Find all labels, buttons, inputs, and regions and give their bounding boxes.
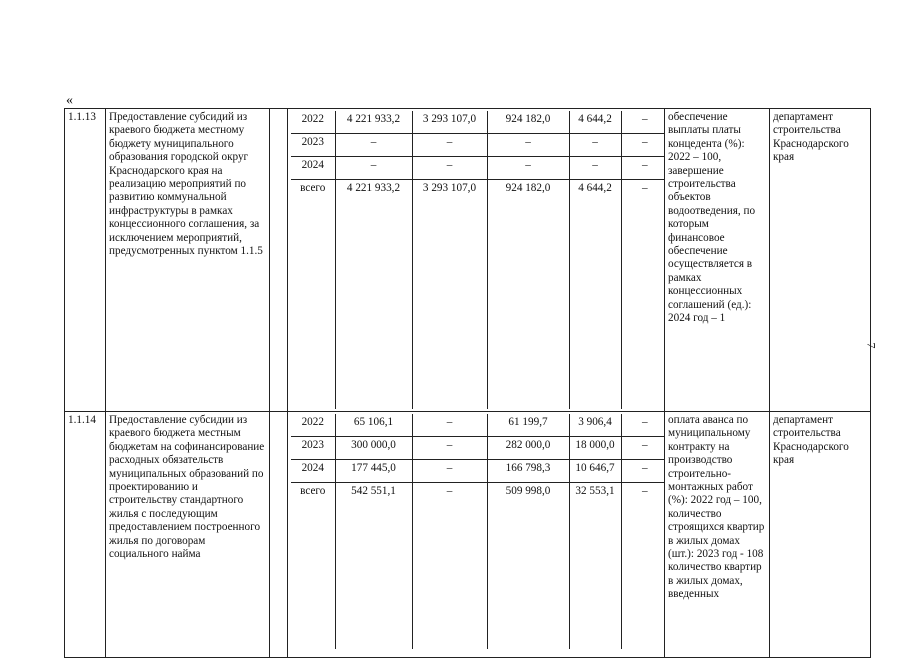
funding-row xyxy=(291,414,665,437)
responsible-department: департамент строительства Краснодарского края xyxy=(770,109,871,412)
regional-cell: 61 199,7 xyxy=(487,414,569,437)
funding-row xyxy=(291,460,665,483)
total-cell: 4 221 933,2 xyxy=(335,111,412,134)
regional-cell: 166 798,3 xyxy=(487,460,569,483)
federal-cell: – xyxy=(412,414,487,437)
total-cell: – xyxy=(335,134,412,157)
table-row xyxy=(65,412,871,658)
local-cell: 10 646,7 xyxy=(569,460,621,483)
opening-quote-mark: « xyxy=(66,93,73,108)
table-row xyxy=(65,109,871,412)
program-activities-table xyxy=(64,108,871,658)
other-cell: – xyxy=(621,157,665,180)
total-cell: – xyxy=(335,157,412,180)
local-cell: – xyxy=(569,157,621,180)
other-cell: – xyxy=(621,437,665,460)
item-number: 1.1.13 xyxy=(65,109,106,412)
year-cell: 2024 xyxy=(291,157,335,180)
federal-cell: – xyxy=(412,134,487,157)
funding-row xyxy=(291,437,665,460)
total-cell: 542 551,1 xyxy=(335,483,412,650)
regional-cell: – xyxy=(487,157,569,180)
year-cell: 2024 xyxy=(291,460,335,483)
funding-row xyxy=(291,157,665,180)
regional-cell: – xyxy=(487,134,569,157)
funding-row xyxy=(291,134,665,157)
item-description: Предоставление субсидий из краевого бюджета местному бюджету муниципального образования городской округ Краснодарского края на реализацию мероприятий по развитию коммунальной инфраструктуры в рамках концессионного соглашения, за исключением мероприятий, предусмотренных пунктом 1.1.5 xyxy=(106,109,270,412)
federal-cell: – xyxy=(412,157,487,180)
local-cell: 18 000,0 xyxy=(569,437,621,460)
local-cell: 32 553,1 xyxy=(569,483,621,650)
funding-cells xyxy=(288,412,665,658)
other-cell: – xyxy=(621,111,665,134)
spacer-cell xyxy=(270,109,288,412)
item-description: Предоставление субсидии из краевого бюджета местным бюджетам на софинансирование расходных обязательств муниципальных образований по проектированию и строительству стандартного жилья с последующим предоставлением построенного жилья по договорам социального найма xyxy=(106,412,270,658)
other-cell: – xyxy=(621,460,665,483)
other-cell: – xyxy=(641,485,648,497)
local-cell: – xyxy=(569,134,621,157)
funding-row xyxy=(291,111,665,134)
funding-row xyxy=(291,483,665,650)
other-cell: – xyxy=(621,134,665,157)
responsible-department: департамент строительства Краснодарского края xyxy=(770,412,871,658)
regional-cell: 924 182,0 xyxy=(487,111,569,134)
year-cell: 2022 xyxy=(291,414,335,437)
item-number: 1.1.14 xyxy=(65,412,106,658)
funding-row xyxy=(291,180,665,410)
local-cell: 4 644,2 xyxy=(569,180,621,410)
spacer-cell xyxy=(270,412,288,658)
regional-cell: 282 000,0 xyxy=(487,437,569,460)
federal-cell: – xyxy=(412,437,487,460)
expected-result: обеспечение выплаты платы концедента (%): 2022 – 100, завершение строительства объектов водоотведения, по которым финансовое обеспечение осуществляется в рамках концессионных соглашений (ед.): 2024 год – 1 xyxy=(665,109,770,412)
federal-cell: – xyxy=(412,483,487,650)
federal-cell: 3 293 107,0 xyxy=(412,180,487,410)
total-cell: 65 106,1 xyxy=(335,414,412,437)
year-cell: 2023 xyxy=(291,437,335,460)
other-cell: – xyxy=(621,414,665,437)
year-cell: всего xyxy=(291,483,335,650)
local-cell: 3 906,4 xyxy=(569,414,621,437)
year-cell: 2022 xyxy=(291,111,335,134)
year-cell: всего xyxy=(291,180,335,410)
funding-cells xyxy=(288,109,665,412)
total-cell: 177 445,0 xyxy=(335,460,412,483)
regional-cell: 509 998,0 xyxy=(487,483,569,650)
local-cell: 4 644,2 xyxy=(569,111,621,134)
funding-grid xyxy=(291,414,665,649)
total-cell: 300 000,0 xyxy=(335,437,412,460)
page-number: 7 xyxy=(864,342,879,349)
regional-cell: 924 182,0 xyxy=(487,180,569,410)
funding-grid xyxy=(291,111,665,409)
expected-result: оплата аванса по муниципальному контракту на производство строительно-монтажных работ (%): 2022 год – 100, количество строящихся квартир в жилых домах (шт.): 2023 год - 108 количество квартир в жилых домах, введенных xyxy=(665,412,770,658)
federal-cell: – xyxy=(412,460,487,483)
year-cell: 2023 xyxy=(291,134,335,157)
federal-cell: 3 293 107,0 xyxy=(412,111,487,134)
total-cell: 4 221 933,2 xyxy=(335,180,412,410)
other-cell: – xyxy=(641,182,648,194)
